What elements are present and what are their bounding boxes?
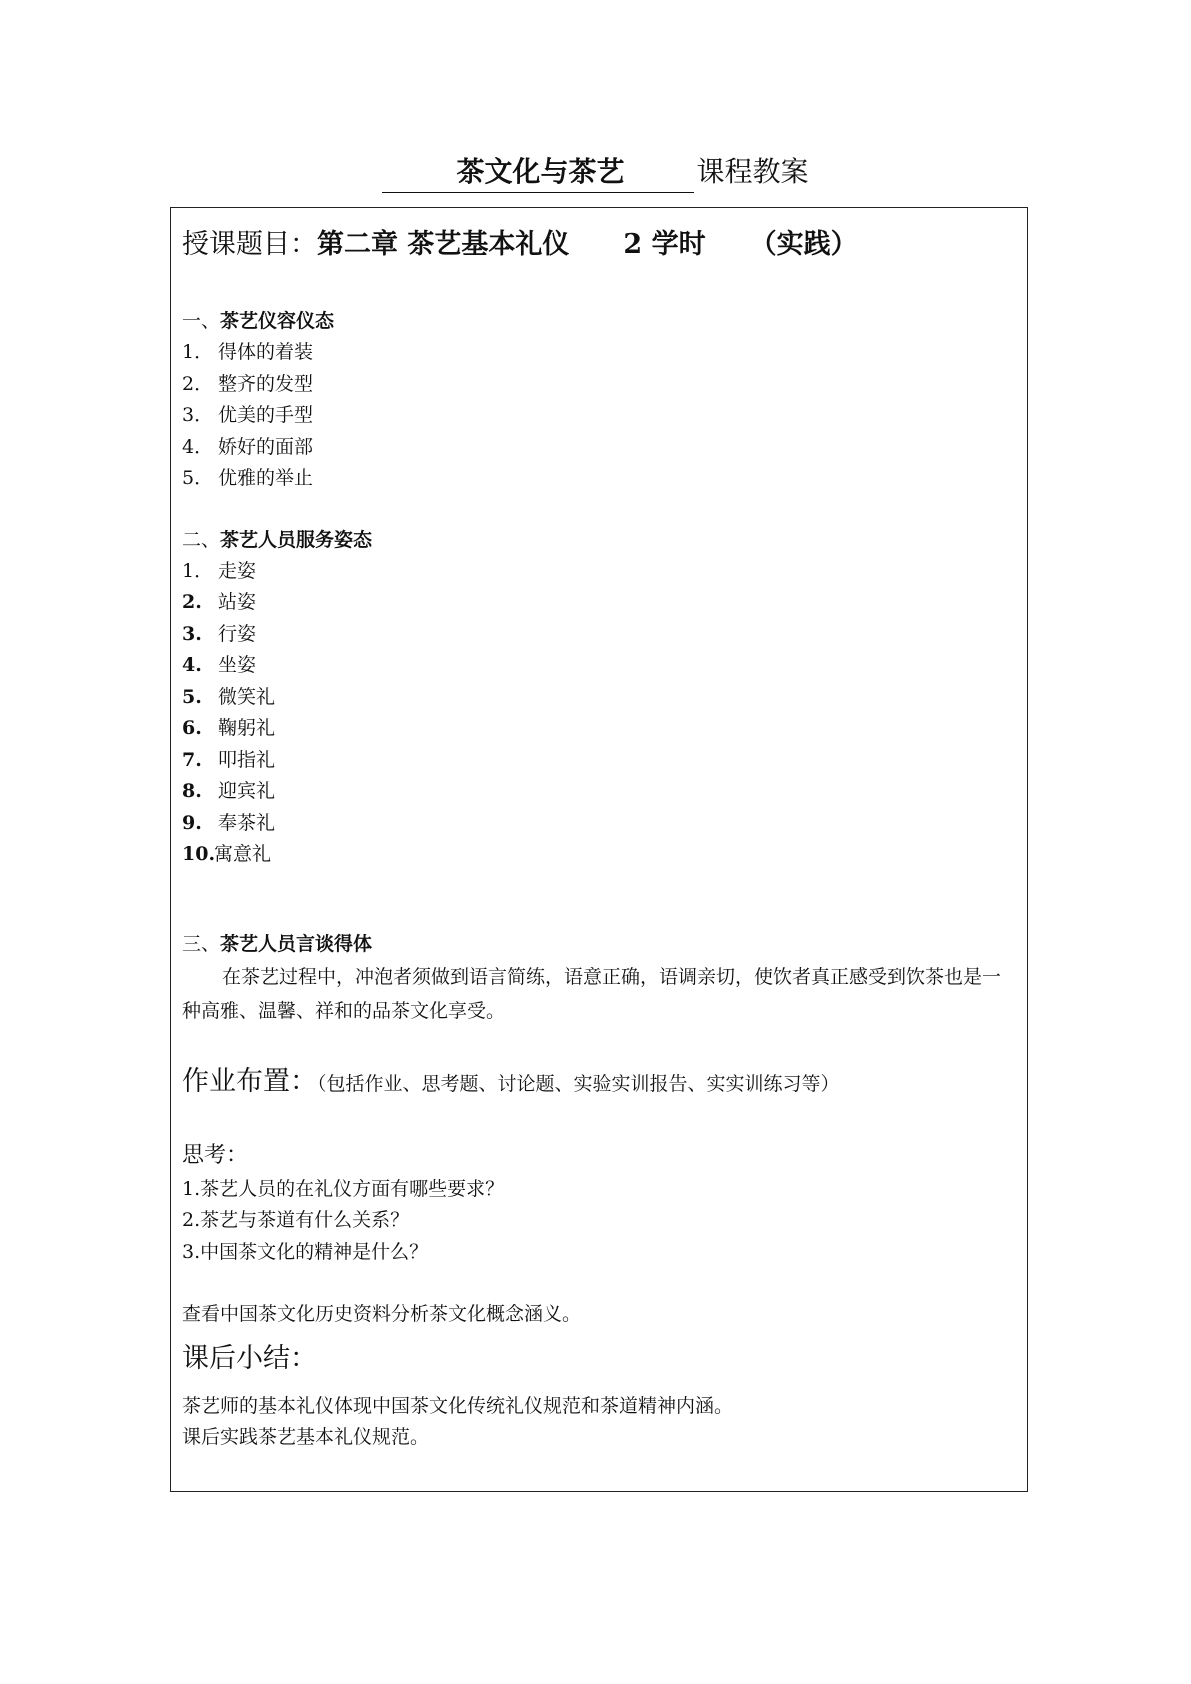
item-number: 2. xyxy=(182,591,202,613)
section-title xyxy=(182,929,1027,960)
lesson-plan-frame xyxy=(170,207,1028,1492)
list-item xyxy=(182,463,1027,495)
topic-mode: （实践） xyxy=(749,229,858,260)
item-number: 5. xyxy=(182,685,202,708)
section-prefix: 二、 xyxy=(182,528,221,551)
item-number: 1． xyxy=(182,341,214,363)
item-text: 站姿 xyxy=(218,591,257,613)
item-number: 2． xyxy=(182,372,214,395)
homework-task: 查看中国茶文化历史资料分析茶文化概念涵义。 xyxy=(182,1303,582,1325)
item-text: 走姿 xyxy=(218,559,257,582)
topic-label: 授课题目： xyxy=(182,229,317,260)
section-heading: 茶艺仪容仪态 xyxy=(220,310,335,332)
item-number: 5． xyxy=(182,467,214,489)
list-item xyxy=(182,400,1027,432)
item-text: 整齐的发型 xyxy=(218,372,314,395)
item-text: 寓意礼 xyxy=(214,843,272,865)
item-text: 优美的手型 xyxy=(218,404,314,426)
homework-line xyxy=(182,1062,1027,1104)
question-item: 3.中国茶文化的精神是什么？ xyxy=(182,1240,429,1263)
list-item xyxy=(182,839,1027,871)
topic-line xyxy=(182,224,1027,266)
item-text: 优雅的举止 xyxy=(218,467,314,489)
item-text: 鞠躬礼 xyxy=(218,717,276,739)
posture-list xyxy=(182,556,1027,871)
summary-line: 茶艺师的基本礼仪体现中国茶文化传统礼仪规范和茶道精神内涵。 xyxy=(182,1394,734,1417)
item-number: 8. xyxy=(182,780,202,802)
item-number: 9. xyxy=(182,811,202,834)
list-item xyxy=(182,650,1027,682)
question-item: 2.茶艺与茶道有什么关系？ xyxy=(182,1209,410,1231)
course-name: 茶文化与茶艺 xyxy=(382,152,694,193)
section-heading: 茶艺人员言谈得体 xyxy=(220,932,373,955)
item-number: 1． xyxy=(182,559,214,582)
summary-label: 课后小结： xyxy=(182,1342,317,1374)
section-title xyxy=(182,306,1027,337)
item-text: 坐姿 xyxy=(218,654,257,676)
list-item xyxy=(182,556,1027,588)
list-item xyxy=(182,619,1027,651)
item-number: 3. xyxy=(182,622,202,645)
list-item xyxy=(182,745,1027,777)
item-text: 行姿 xyxy=(218,622,257,645)
list-item xyxy=(182,337,1027,369)
item-text: 迎宾礼 xyxy=(218,780,276,802)
item-text: 得体的着装 xyxy=(218,341,314,363)
topic-hours: 2 学时 xyxy=(623,229,706,260)
speech-paragraph: 在茶艺过程中，冲泡者须做到语言简练，语意正确，语调亲切，使饮者真正感受到饮茶也是一种高雅、温馨、祥和的品茶文化享受。 xyxy=(182,965,1002,1022)
item-number: 3． xyxy=(182,404,214,426)
section-service-posture xyxy=(182,525,1027,871)
item-number: 4． xyxy=(182,435,214,458)
section-speech xyxy=(182,929,1027,1028)
item-number: 4. xyxy=(182,654,202,676)
homework-note: （包括作业、思考题、讨论题、实验实训报告、实实训练习等） xyxy=(317,1072,840,1095)
think-label: 思考： xyxy=(182,1142,249,1168)
summary-line: 课后实践茶艺基本礼仪规范。 xyxy=(182,1426,430,1448)
item-text: 娇好的面部 xyxy=(218,435,314,458)
list-item xyxy=(182,587,1027,619)
list-item xyxy=(182,776,1027,808)
appearance-list xyxy=(182,337,1027,495)
question-item: 1.茶艺人员的在礼仪方面有哪些要求？ xyxy=(182,1177,505,1200)
list-item xyxy=(182,432,1027,464)
topic-title: 第二章 茶艺基本礼仪 xyxy=(317,229,570,260)
list-item xyxy=(182,682,1027,714)
section-title xyxy=(182,525,1027,556)
item-text: 叩指礼 xyxy=(218,748,276,771)
section-prefix: 三、 xyxy=(182,932,221,955)
section-heading: 茶艺人员服务姿态 xyxy=(220,528,373,551)
homework-label: 作业布置： xyxy=(182,1065,317,1097)
item-number: 6. xyxy=(182,717,202,739)
list-item xyxy=(182,713,1027,745)
item-text: 奉茶礼 xyxy=(218,811,276,834)
item-text: 微笑礼 xyxy=(218,685,276,708)
document-type: 课程教案 xyxy=(696,155,809,188)
page-header xyxy=(0,152,1191,193)
item-number: 7. xyxy=(182,748,202,771)
item-number: 10. xyxy=(182,843,216,865)
section-appearance xyxy=(182,306,1027,495)
list-item xyxy=(182,369,1027,401)
list-item xyxy=(182,808,1027,840)
section-prefix: 一、 xyxy=(182,310,221,332)
